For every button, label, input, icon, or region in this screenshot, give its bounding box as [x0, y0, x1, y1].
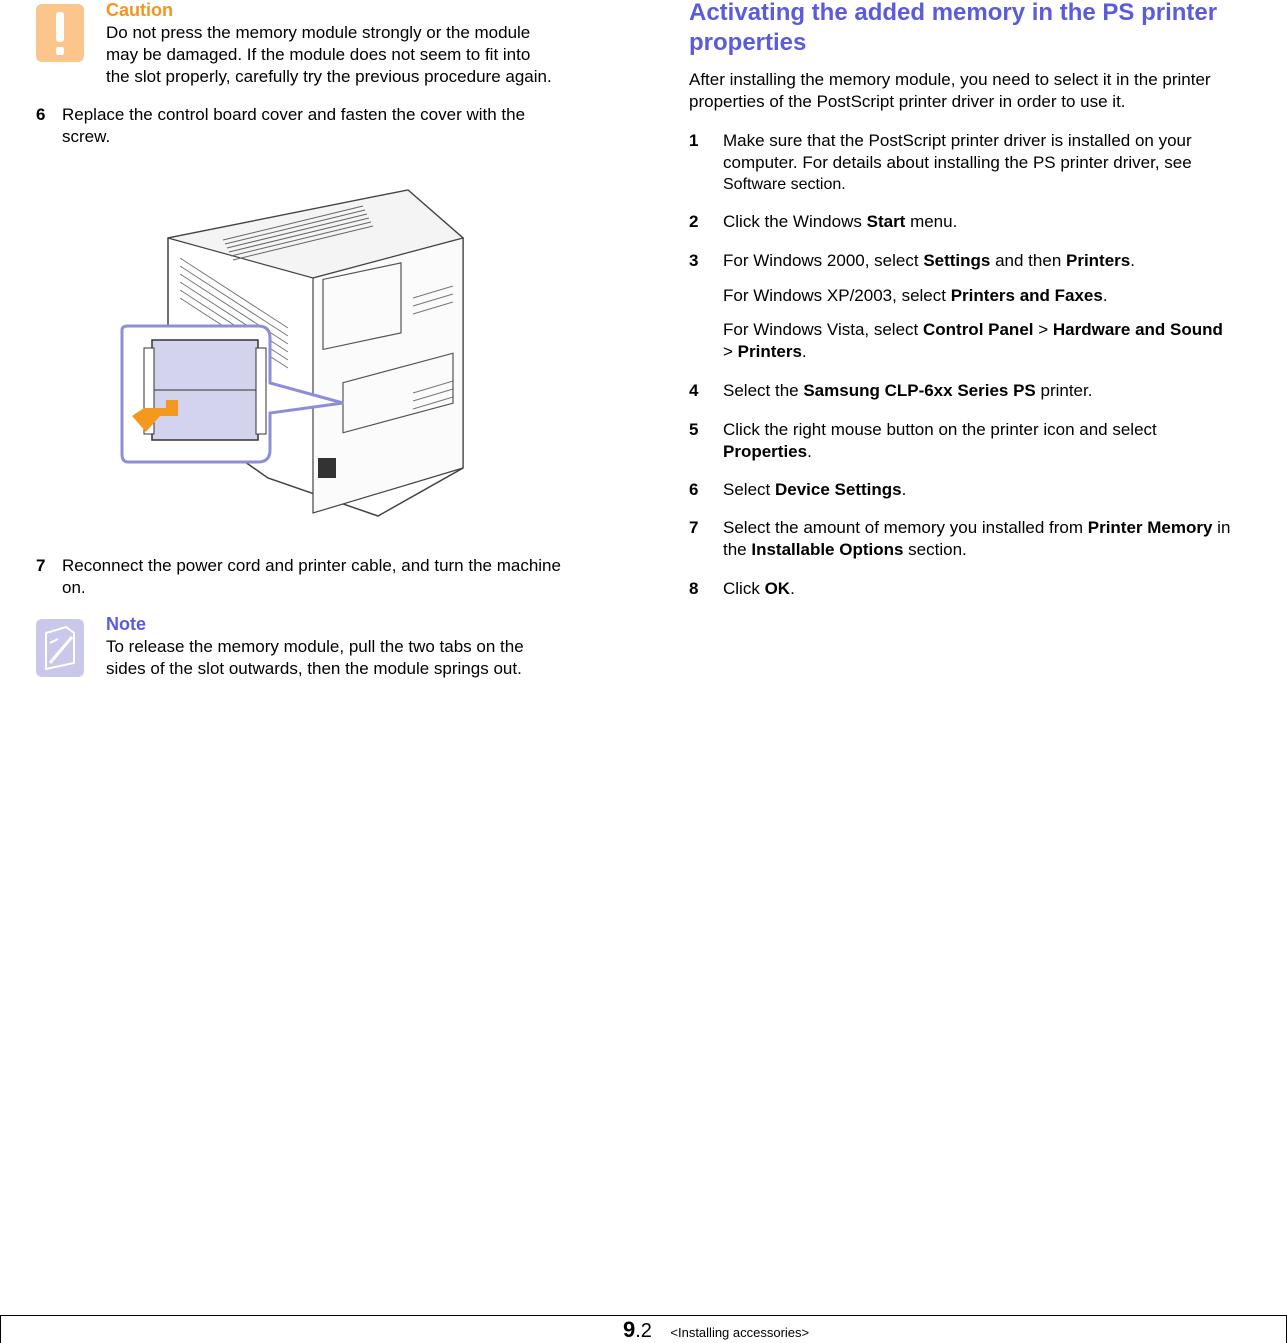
- step-text: Select the amount of memory you installed from Printer Memory in the Installable Options section.: [723, 518, 1231, 559]
- step-text: Make sure that the PostScript printer driver is installed on your computer. For details about installing the PS printer driver, see Software section.: [723, 131, 1192, 193]
- step-number: 6: [689, 480, 699, 499]
- caution-icon: [36, 4, 84, 62]
- page-number: 9.2 <Installing accessories>: [623, 1317, 810, 1342]
- step-text: Click the Windows Start menu.: [723, 212, 958, 231]
- step-text: For Windows 2000, select Settings and then Printers.: [723, 251, 1135, 270]
- step-text: Select the Samsung CLP-6xx Series PS printer.: [723, 381, 1093, 400]
- footer: [0, 1315, 1287, 1343]
- step-text: Click OK.: [723, 579, 795, 598]
- step-number: 1: [689, 131, 699, 150]
- step-number: 6: [36, 105, 46, 124]
- step-subtext: For Windows Vista, select Control Panel > Hardware and Sound > Printers.: [723, 320, 1223, 361]
- step-number: 3: [689, 251, 699, 270]
- section-heading: Activating the added memory in the PS printer properties: [689, 0, 1218, 56]
- note-icon: [36, 619, 84, 677]
- step-number: 2: [689, 212, 699, 231]
- printer-illustration: [118, 178, 484, 522]
- caution-text: Do not press the memory module strongly or the module may be damaged. If the module does not seem to fit into the slot properly, carefully try the previous procedure again.: [106, 23, 552, 86]
- step-subtext: For Windows XP/2003, select Printers and Faxes.: [723, 286, 1108, 305]
- footer-section: <Installing accessories>: [670, 1325, 810, 1340]
- step-text: Select Device Settings.: [723, 480, 907, 499]
- note-text: To release the memory module, pull the two tabs on the sides of the slot outwards, then the module springs out.: [106, 637, 524, 678]
- step-number: 7: [689, 518, 699, 537]
- step-text: Reconnect the power cord and printer cable, and turn the machine on.: [62, 556, 561, 597]
- step-number: 8: [689, 579, 699, 598]
- step-text: Replace the control board cover and fasten the cover with the screw.: [62, 105, 526, 146]
- step-text: Click the right mouse button on the printer icon and select Properties.: [723, 420, 1157, 461]
- step-number: 7: [36, 556, 46, 575]
- step-number: 4: [689, 381, 699, 400]
- caution-title: Caution: [106, 0, 173, 20]
- intro-text: After installing the memory module, you need to select it in the printer properties of the PostScript printer driver in order to use it.: [689, 70, 1211, 111]
- step-number: 5: [689, 420, 699, 439]
- note-title: Note: [106, 614, 146, 634]
